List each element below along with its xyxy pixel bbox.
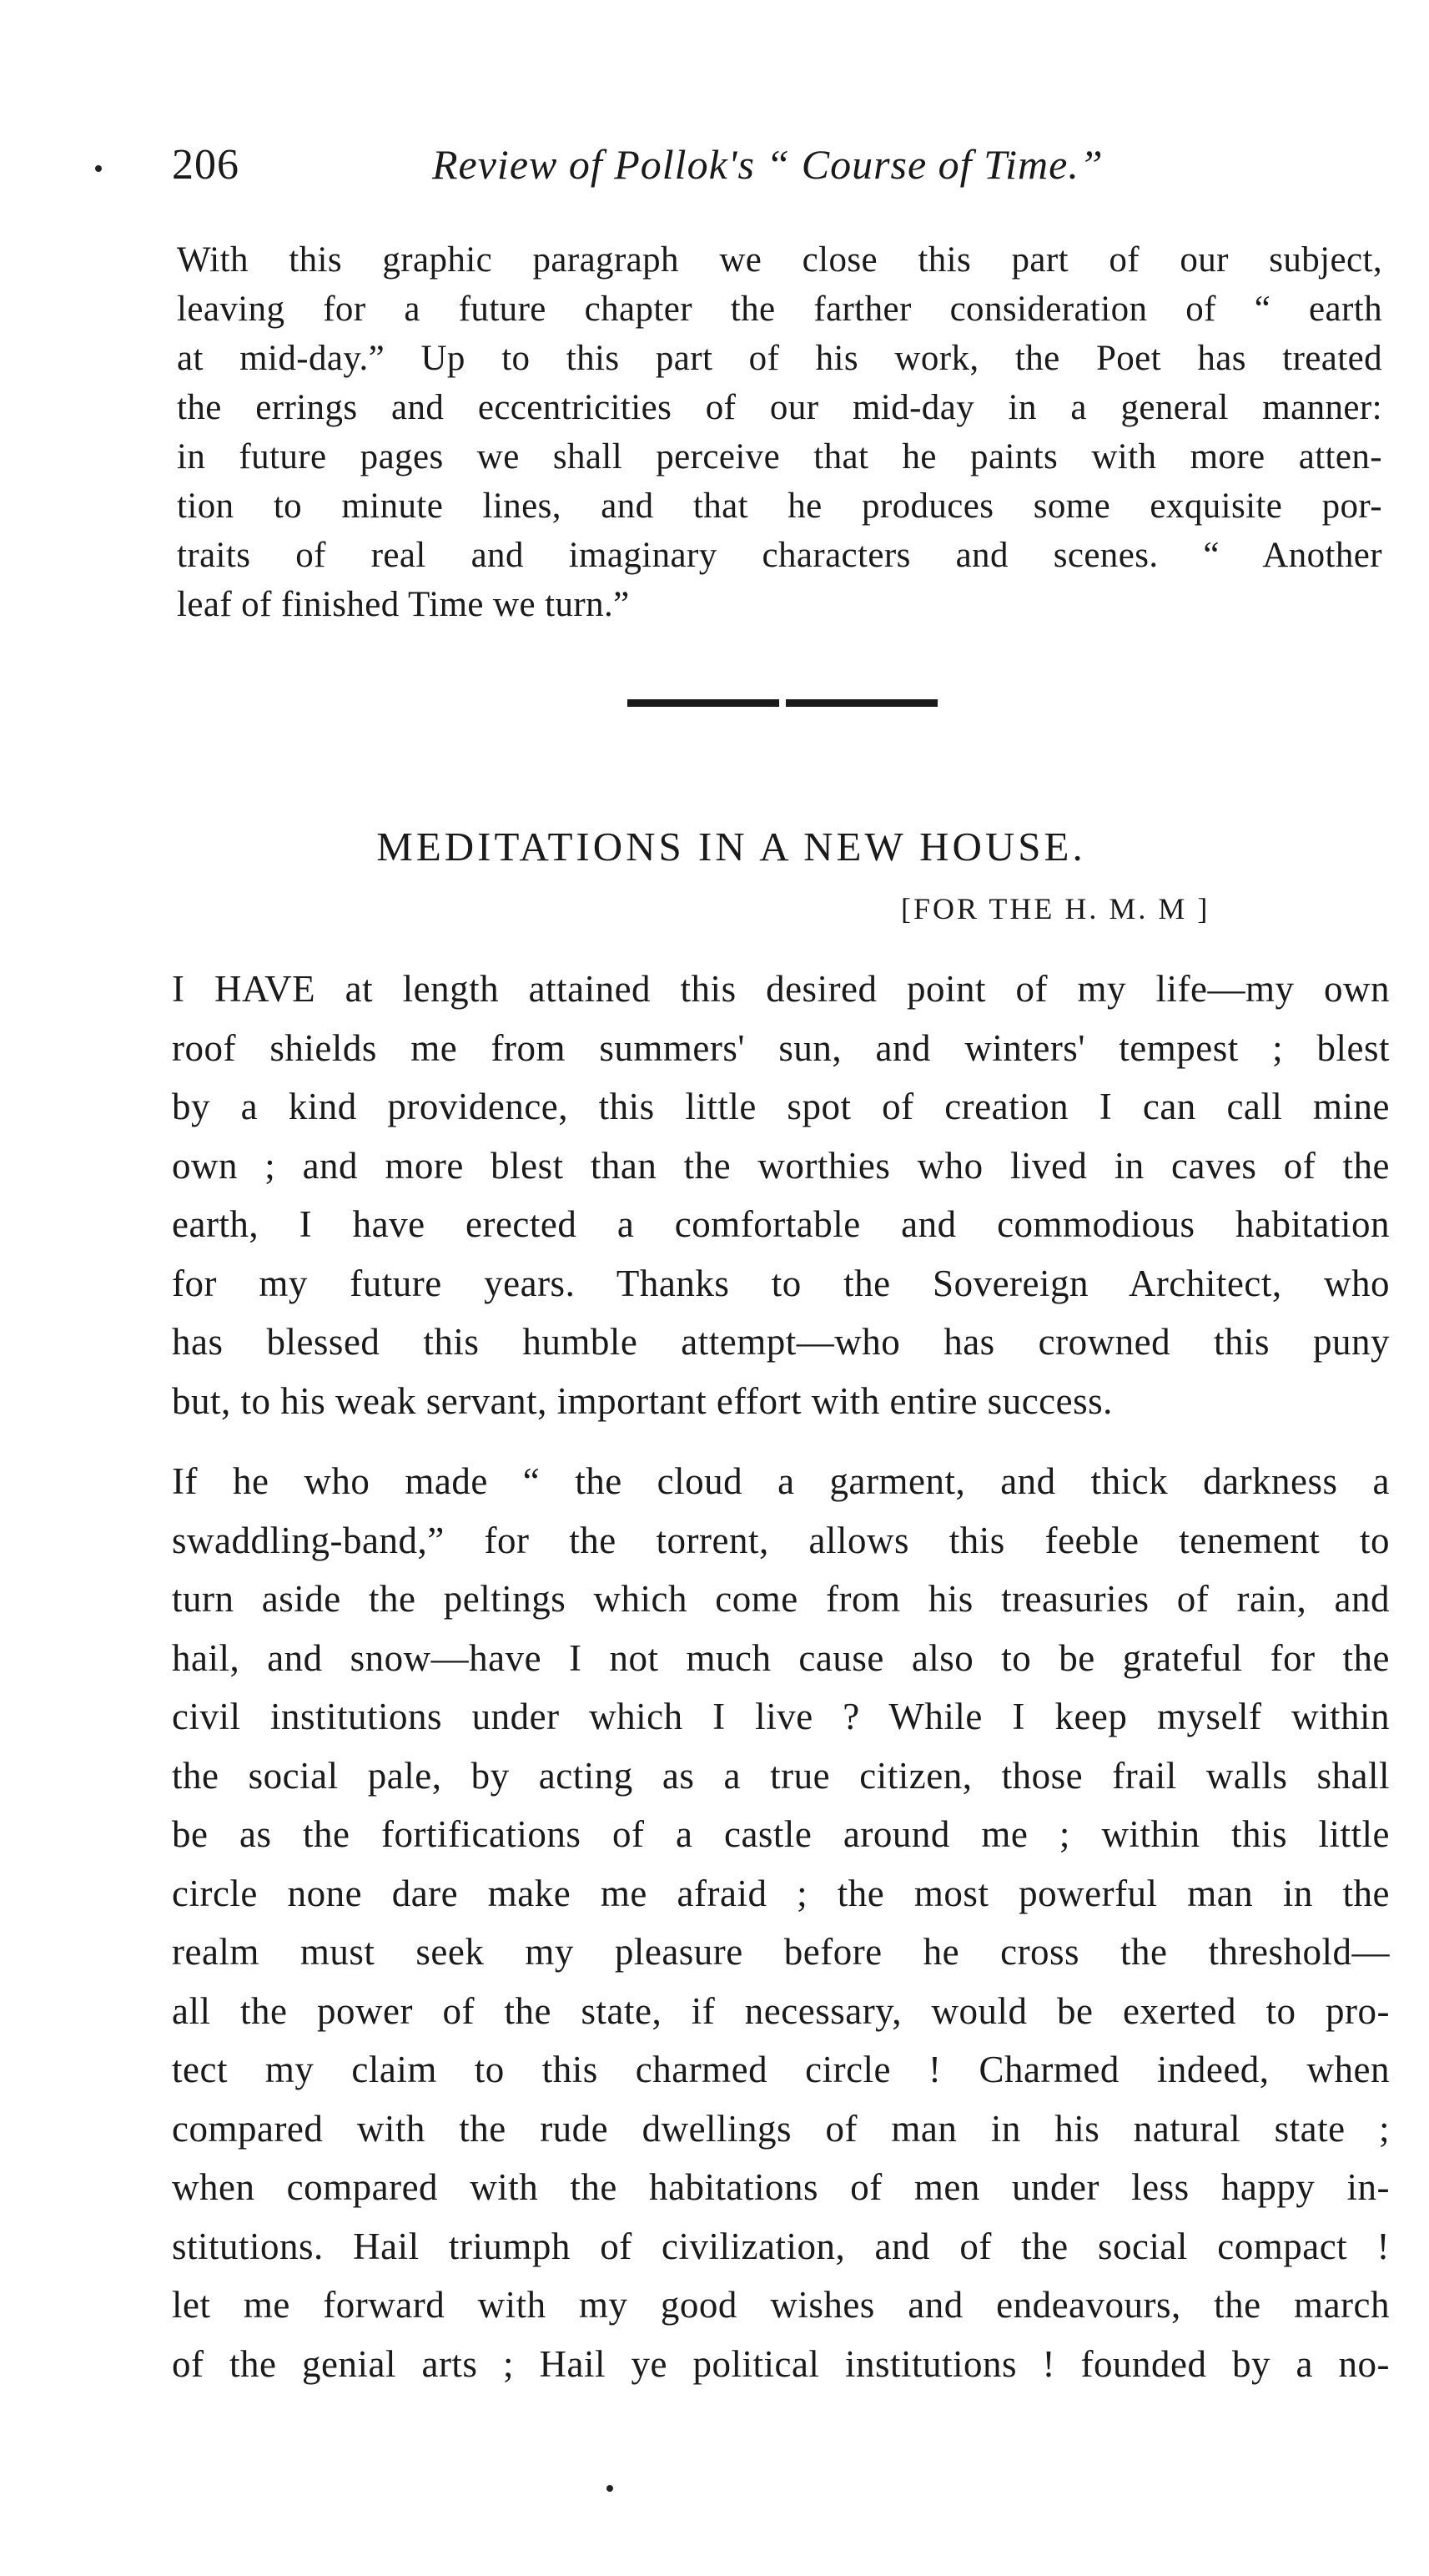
text-line: hail, and snow—have I not much cause also to be grateful for the xyxy=(172,1636,1390,1679)
text-line: has blessed this humble attempt—who has crowned this puny xyxy=(172,1321,1390,1363)
text-line: With this graphic paragraph we close this part of our subject, xyxy=(177,240,1382,280)
text-line: civil institutions under which I live ? While I keep myself within xyxy=(172,1696,1390,1737)
text-line: own ; and more blest than the worthies who lived in caves of the xyxy=(172,1144,1390,1187)
text-line: but, to his weak servant, important effort with entire success. xyxy=(172,1379,1113,1422)
text-line: of the genial arts ; Hail ye political institutions ! founded by a no- xyxy=(172,2342,1390,2385)
divider-rule-right xyxy=(786,699,938,707)
text-line: let me forward with my good wishes and endeavours, the march xyxy=(172,2284,1390,2326)
page-number: 206 xyxy=(172,141,239,189)
paragraph-2 xyxy=(172,1452,1390,2393)
text-line: the social pale, by acting as a true citizen, those frail walls shall xyxy=(172,1754,1390,1797)
text-line: realm must seek my pleasure before he cross the threshold— xyxy=(172,1931,1390,1973)
text-line: the errings and eccentricities of our mid-day in a general manner: xyxy=(177,388,1382,427)
text-line: compared with the rude dwellings of man in his natural state ; xyxy=(172,2107,1390,2150)
text-line: If he who made “ the cloud a garment, and thick darkness a xyxy=(172,1460,1390,1502)
footer-dot xyxy=(606,2485,613,2492)
text-line: leaving for a future chapter the farther consideration of “ earth xyxy=(177,290,1382,329)
text-line: for my future years. Thanks to the Sovereign Architect, who xyxy=(172,1262,1390,1304)
margin-dot xyxy=(95,165,102,172)
previous-article-ending xyxy=(177,235,1382,629)
text-line: be as the fortifications of a castle around me ; within this little xyxy=(172,1813,1390,1855)
text-line: leaf of finished Time we turn.” xyxy=(177,585,630,624)
text-line: circle none dare make me afraid ; the most powerful man in the xyxy=(172,1872,1390,1914)
text-line: earth, I have erected a comfortable and commodious habitation xyxy=(172,1203,1390,1245)
text-line: tion to minute lines, and that he produces some exquisite por- xyxy=(177,486,1382,526)
section-divider xyxy=(627,699,938,707)
paragraph-1 xyxy=(172,960,1390,1430)
section-title: MEDITATIONS IN A NEW HOUSE. xyxy=(376,824,1086,870)
text-line: traits of real and imaginary characters and scenes. “ Another xyxy=(177,536,1382,575)
text-line: swaddling-band,” for the torrent, allows this feeble tenement to xyxy=(172,1519,1390,1561)
text-line: at mid-day.” Up to this part of his work, the Poet has treated xyxy=(177,339,1382,378)
text-line: by a kind providence, this little spot of creation I can call mine xyxy=(172,1086,1390,1127)
page-header xyxy=(172,140,1373,199)
text-line: tect my claim to this charmed circle ! Charmed indeed, when xyxy=(172,2049,1390,2090)
text-line: turn aside the peltings which come from his treasuries of rain, and xyxy=(172,1578,1390,1620)
text-line: I HAVE at length attained this desired point of my life—my own xyxy=(172,968,1390,1010)
text-line: all the power of the state, if necessary, would be exerted to pro- xyxy=(172,1989,1390,2032)
text-line: stitutions. Hail triumph of civilization, and of the social compact ! xyxy=(172,2225,1390,2267)
divider-rule-left xyxy=(627,699,779,707)
text-line: roof shields me from summers' sun, and winters' tempest ; blest xyxy=(172,1026,1390,1069)
section-source: [FOR THE H. M. M ] xyxy=(901,892,1210,925)
text-line: when compared with the habitations of men under less happy in- xyxy=(172,2166,1390,2208)
text-line: in future pages we shall perceive that he paints with more atten- xyxy=(177,437,1382,476)
running-title: Review of Pollok's “ Course of Time.” xyxy=(432,141,1104,188)
